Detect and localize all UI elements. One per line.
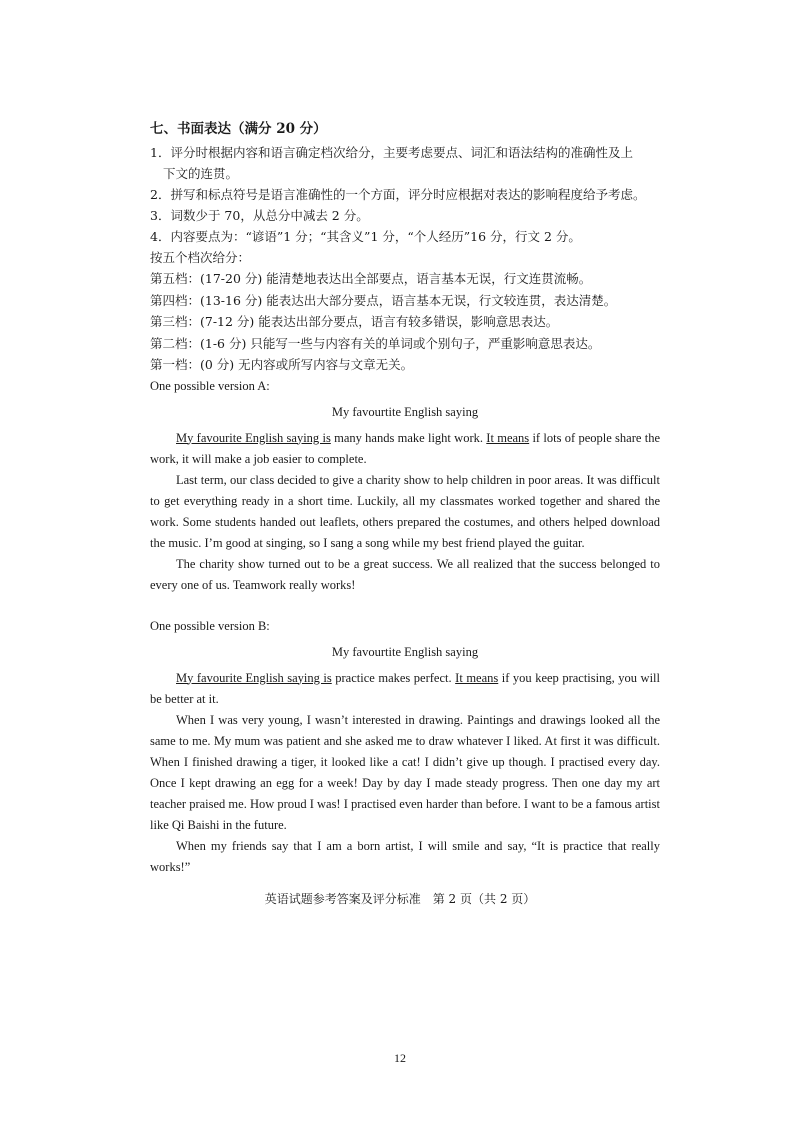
spacer bbox=[150, 596, 660, 616]
level-5: 第五档：(17-20 分) 能清楚地表达出全部要点，语言基本无误，行文连贯流畅。 bbox=[150, 271, 592, 286]
section-title: 七、书面表达（满分 20 分） bbox=[150, 121, 327, 137]
version-a-paragraph-1 bbox=[150, 428, 660, 470]
version-a-label: One possible version A: bbox=[150, 378, 270, 393]
document-content bbox=[150, 118, 660, 878]
rule-1-cont: 下文的连贯。 bbox=[163, 166, 239, 181]
level-3: 第三档：(7-12 分) 能表达出部分要点，语言有较多错误，影响意思表达。 bbox=[150, 314, 559, 329]
version-b-paragraph-1 bbox=[150, 668, 660, 710]
version-b-label: One possible version B: bbox=[150, 618, 270, 633]
page-number: 12 bbox=[394, 1051, 406, 1065]
page-footer: 英语试题参考答案及评分标准 第 2 页（共 2 页） bbox=[264, 892, 536, 906]
version-b-paragraph-3: When my friends say that I am a born artist, I will smile and say, “It is practice that really works!” bbox=[150, 838, 660, 874]
version-b-text-2: if you keep practising, you will be better at it. bbox=[150, 670, 660, 706]
version-a-title: My favourtite English saying bbox=[331, 404, 479, 419]
version-a-text-2: if lots of people share the work, it will make a job easier to complete. bbox=[150, 430, 660, 466]
version-b-title: My favourtite English saying bbox=[331, 644, 479, 659]
level-2: 第二档：(1-6 分) 只能写一些与内容有关的单词或个别句子，严重影响意思表达。 bbox=[150, 335, 601, 351]
rule-1: 1．评分时根据内容和语言确定档次给分，主要考虑要点、词汇和语法结构的准确性及上 bbox=[150, 145, 633, 160]
version-a-paragraph-2: Last term, our class decided to give a charity show to help children in poor areas. It was difficult to get everything ready in a short time. Luckily, all my classmates worked together and shared the work. Some students handed out leaflets, others prepared the costumes, and others helped download the music. I’m good at singing, so I sang a song while my best friend played the guitar. bbox=[150, 472, 660, 550]
rule-levels-intro: 按五个档次给分： bbox=[150, 250, 251, 265]
rule-2: 2．拼写和标点符号是语言准确性的一个方面，评分时应根据对表达的影响程度给予考虑。 bbox=[150, 187, 646, 202]
level-4: 第四档：(13-16 分) 能表达出大部分要点，语言基本无误，行文较连贯，表达清楚。 bbox=[150, 292, 617, 308]
rule-4: 4．内容要点为：“谚语”1 分；“其含义”1 分，“个人经历”16 分，行文 2 分。 bbox=[150, 229, 581, 244]
version-a-text-1: many hands make light work. bbox=[330, 430, 487, 445]
version-b-underlined-phrase-2: It means bbox=[455, 670, 499, 685]
version-a-underlined-phrase-2: It means bbox=[486, 430, 530, 445]
version-a-paragraph-3: The charity show turned out to be a great success. We all realized that the success belonged to every one of us. Teamwork really works! bbox=[150, 556, 660, 592]
version-b-text-1: practice makes perfect. bbox=[331, 670, 456, 685]
version-b-paragraph-2: When I was very young, I wasn’t interested in drawing. Paintings and drawings looked all the same to me. My mum was patient and she asked me to draw whatever I liked. At first it was difficult. When I finished drawing a tiger, it looked like a cat! I didn’t give up though. I practised every day. Once I kept drawing an egg for a week! Day by day I made steady progress. Then one day my art teacher praised me. How proud I was! I practised even harder than before. I want to be a famous artist like Qi Baishi in the future. bbox=[150, 712, 660, 832]
version-b-underlined-phrase-1: My favourite English saying is bbox=[176, 670, 332, 685]
level-1: 第一档：(0 分) 无内容或所写内容与文章无关。 bbox=[150, 357, 414, 372]
rule-3: 3．词数少于 70，从总分中减去 2 分。 bbox=[150, 208, 369, 223]
version-a-underlined-phrase-1: My favourite English saying is bbox=[176, 430, 331, 445]
